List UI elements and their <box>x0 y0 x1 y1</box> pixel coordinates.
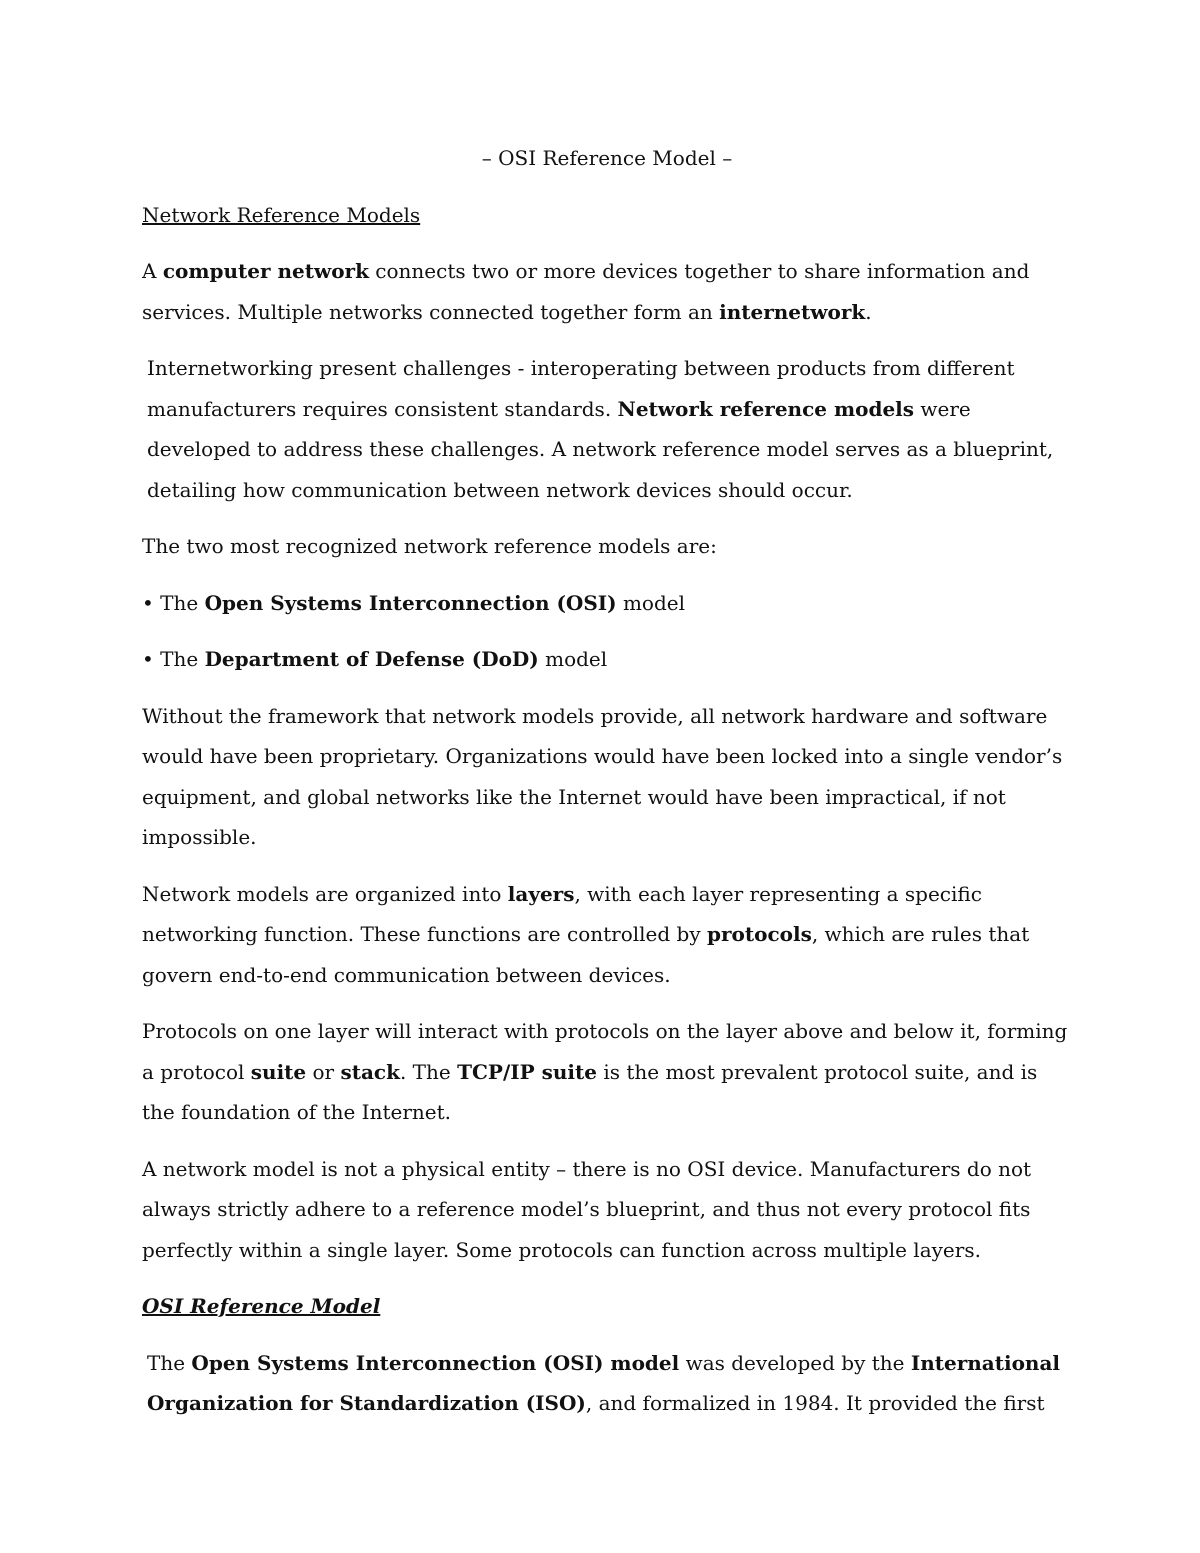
text-run: Network models are organized into <box>142 881 508 906</box>
text-run: was developed by the <box>679 1350 911 1375</box>
bold-term-tcpip-suite: TCP/IP suite <box>457 1059 597 1084</box>
text-run: or <box>306 1059 341 1084</box>
text-run: connects two or more devices together to share information and services. Multiple networks connected together form an <box>142 259 1030 324</box>
document-page <box>142 138 1072 1440</box>
text-run: • The <box>142 647 205 671</box>
paragraph-without-framework: Without the framework that network models provide, all network hardware and software would have been proprietary. Organizations would have been locked into a single vendor’s equipment, and global networks like the Internet would have been impractical, if not impossible. <box>142 703 1063 849</box>
bold-term-protocols: protocols <box>707 922 812 946</box>
section-heading-osi-reference-model: OSI Reference Model <box>142 1294 381 1318</box>
paragraph-two-models: The two most recognized network reference models are: <box>142 534 717 558</box>
bold-term-osi-model: Open Systems Interconnection (OSI) model <box>191 1350 680 1375</box>
text-run: Internetworking present challenges - interoperating between products from different manufacturers requires consistent standards. <box>147 356 1015 421</box>
paragraph-internetworking <box>142 348 1072 510</box>
text-run: A <box>142 259 163 283</box>
text-run: . The <box>399 1059 458 1084</box>
document-title: – OSI Reference Model – <box>481 146 733 170</box>
text-run: is the most prevalent protocol suite, and is the foundation of the Internet. <box>142 1059 1038 1124</box>
bold-term-osi: Open Systems Interconnection (OSI) <box>204 590 617 615</box>
text-run: The <box>147 1350 192 1375</box>
bold-term-dod: Department of Defense (DoD) <box>204 647 539 671</box>
text-run: , with each layer representing a specific networking function. These functions are controlled by <box>142 881 982 946</box>
text-run: , and formalized in 1984. It provided the first <box>585 1391 1045 1415</box>
paragraph-osi-model-developed <box>142 1343 1072 1424</box>
bold-term-network-reference-models: Network reference models <box>617 396 915 421</box>
text-run: model <box>616 590 686 615</box>
bold-term-computer-network: computer network <box>162 259 369 283</box>
section-heading-network-reference-models: Network Reference Models <box>142 202 421 227</box>
paragraph-layers <box>142 874 1072 996</box>
bold-term-layers: layers <box>507 881 575 906</box>
paragraph-computer-network <box>142 251 1072 332</box>
bullet-dod-model <box>142 639 1072 680</box>
text-run: model <box>538 647 608 671</box>
text-run: , which are rules that govern end-to-end communication between devices. <box>142 922 1030 987</box>
text-run: • The <box>142 590 205 615</box>
paragraph-not-physical-entity: A network model is not a physical entity – there is no OSI device. Manufacturers do not always strictly adhere to a reference model’s blueprint, and thus not every protocol fits perfectly within a single layer. Some protocols can function across multiple layers. <box>142 1156 1032 1262</box>
paragraph-protocol-suite <box>142 1011 1072 1133</box>
text-run: . <box>865 299 872 324</box>
text-run: were developed to address these challenges. A network reference model serves as a blueprint, detailing how communication between network devices should occur. <box>147 396 1054 502</box>
text-run: Protocols on one layer will interact with protocols on the layer above and below it, forming a protocol <box>142 1019 1068 1084</box>
bold-term-iso: International Organization for Standardization (ISO) <box>147 1350 1061 1415</box>
bold-term-stack: stack <box>340 1059 400 1084</box>
bold-term-internetwork: internetwork <box>719 299 866 324</box>
bullet-osi-model <box>142 583 1072 624</box>
bold-term-suite: suite <box>250 1059 307 1084</box>
